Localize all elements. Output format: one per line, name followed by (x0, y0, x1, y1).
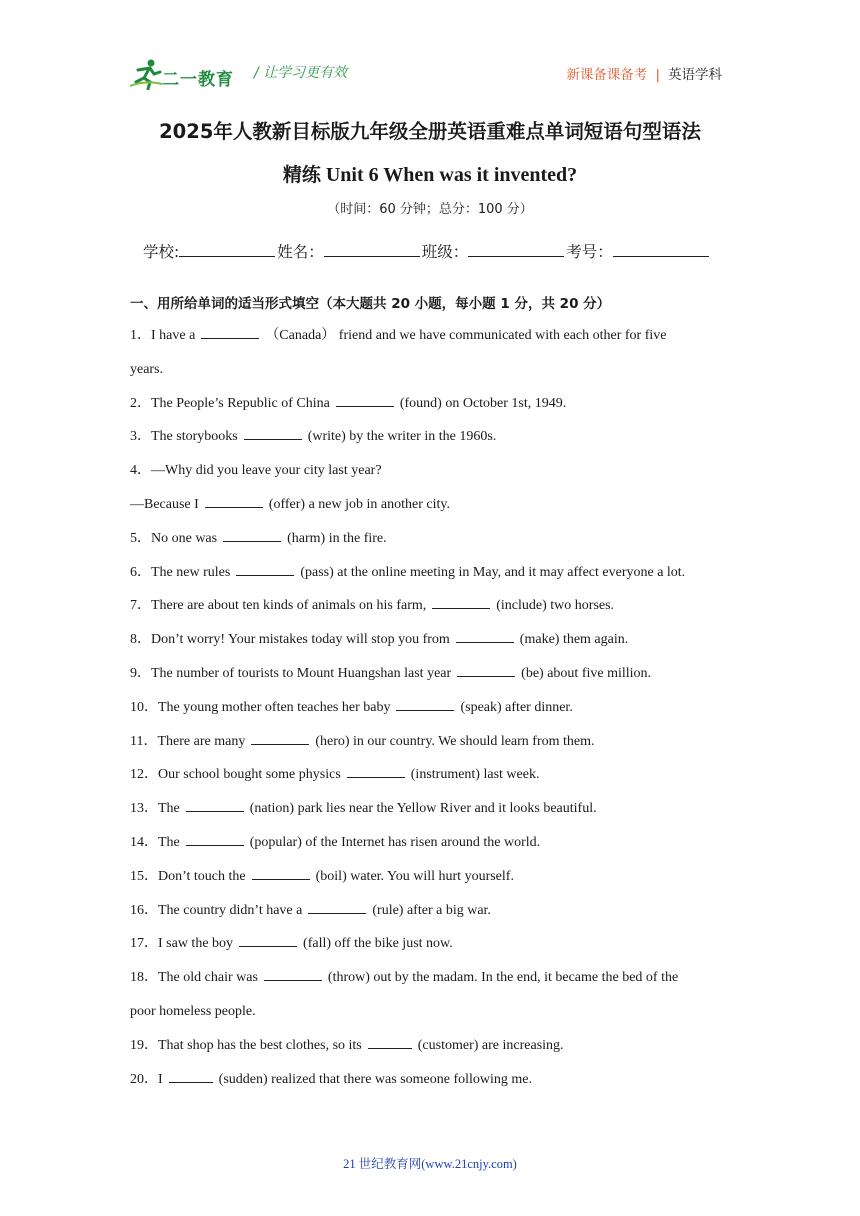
header-tag-subject: 英语学科 (668, 67, 722, 83)
question-text: （Canada） friend and we have communicated with each other for five (265, 328, 667, 343)
answer-blank[interactable] (205, 495, 263, 508)
question-text: 7．There are about ten kinds of animals on his farm, (130, 598, 427, 614)
name-blank[interactable] (324, 242, 420, 257)
answer-blank[interactable] (251, 732, 309, 745)
question-text: poor homeless people. (130, 1004, 256, 1019)
question-text: 14．The (130, 835, 180, 850)
class-label: 班级： (421, 243, 469, 261)
logo-text: 二一教育 (162, 70, 234, 90)
doc-title-line2-cn: 精练 (282, 164, 321, 186)
question-line (130, 387, 740, 421)
answer-blank[interactable] (368, 1036, 412, 1049)
question-line (130, 454, 740, 488)
question-line (130, 623, 740, 657)
question-text: (make) them again. (519, 632, 629, 648)
school-label: 学校: (143, 243, 180, 261)
question-text: (throw) out by the madam. In the end, it became the bed of the (327, 970, 679, 986)
question-text: (include) two horses. (496, 598, 615, 614)
page-header (130, 56, 730, 92)
answer-blank[interactable] (186, 833, 244, 846)
question-text: 6．The new rules (130, 564, 231, 580)
question-text: (found) on October 1st, 1949. (399, 395, 567, 411)
answer-blank[interactable] (223, 529, 281, 542)
question-line (130, 420, 740, 454)
number-blank[interactable] (613, 242, 709, 257)
question-text: (speak) after dinner. (460, 699, 573, 715)
question-text: 4．—Why did you leave your city last year? (130, 463, 382, 479)
question-text: 16．The country didn’t have a (130, 902, 303, 918)
question-text: 5．No one was (130, 530, 218, 546)
answer-blank[interactable] (308, 901, 366, 914)
question-text: 18．The old chair was (130, 970, 258, 986)
question-line (130, 691, 740, 725)
question-text: 17．I saw the boy (130, 936, 234, 952)
question-text: 3．The storybooks (130, 429, 238, 445)
question-line (130, 556, 740, 590)
question-text: (boil) water. You will hurt yourself. (315, 868, 514, 884)
doc-title-line2-en: Unit 6 When was it invented? (320, 164, 578, 186)
question-line (130, 961, 740, 995)
question-line (130, 894, 740, 928)
question-line (130, 657, 740, 691)
question-line (130, 353, 740, 387)
question-text: (pass) at the online meeting in May, and it may affect everyone a lot. (300, 564, 686, 580)
question-line (130, 758, 740, 792)
answer-blank[interactable] (239, 934, 297, 947)
question-line (130, 319, 740, 353)
footer-source: 21 世纪教育网(www.21cnjy.com) (343, 1157, 517, 1171)
question-text: (hero) in our country. We should learn from them. (315, 733, 595, 749)
answer-blank[interactable] (236, 563, 294, 576)
answer-blank[interactable] (396, 698, 454, 711)
question-text: 15．Don’t touch the (130, 868, 246, 884)
question-text: 1．I have a (130, 328, 196, 343)
answer-blank[interactable] (201, 326, 259, 339)
question-line (130, 860, 740, 894)
question-text: 10．The young mother often teaches her baby (130, 699, 391, 715)
answer-blank[interactable] (336, 394, 394, 407)
question-text: 19．That shop has the best clothes, so its (130, 1037, 362, 1053)
question-text: (rule) after a big war. (372, 902, 491, 918)
answer-blank[interactable] (252, 867, 310, 880)
answer-blank[interactable] (244, 427, 302, 440)
question-text: 12．Our school bought some physics (130, 767, 341, 783)
question-text: (nation) park lies near the Yellow River and it looks beautiful. (249, 801, 597, 817)
exam-meta: （时间：60 分钟；总分：100 分） (327, 202, 533, 217)
answer-blank[interactable] (347, 765, 405, 778)
answer-blank[interactable] (264, 968, 322, 981)
question-line (130, 826, 740, 860)
question-text: (sudden) realized that there was someone following me. (218, 1071, 533, 1087)
question-line (130, 488, 740, 522)
answer-blank[interactable] (432, 596, 490, 609)
answer-blank[interactable] (169, 1070, 213, 1083)
slogan: / 让学习更有效 (254, 65, 348, 81)
question-text: (customer) are increasing. (417, 1037, 564, 1053)
question-text: 9．The number of tourists to Mount Huangshan last year (130, 666, 452, 681)
answer-blank[interactable] (186, 799, 244, 812)
question-text: 8．Don’t worry! Your mistakes today will stop you from (130, 632, 450, 648)
header-tag-prep: 新课备课备考 (566, 67, 648, 83)
section-title: 一、用所给单词的适当形式填空（本大题共 20 小题，每小题 1 分，共 20 分） (130, 296, 611, 312)
question-text: (harm) in the fire. (287, 530, 387, 546)
student-info-fields (143, 240, 711, 262)
question-line (130, 792, 740, 826)
question-text: 11．There are many (130, 733, 246, 749)
question-text: years. (130, 361, 164, 377)
answer-blank[interactable] (456, 630, 514, 643)
question-text: (be) about five million. (521, 666, 652, 681)
school-blank[interactable] (179, 242, 275, 257)
question-text: 13．The (130, 801, 180, 817)
question-line (130, 725, 740, 759)
class-blank[interactable] (468, 242, 564, 257)
logo (130, 58, 250, 90)
question-text: (write) by the writer in the 1960s. (307, 429, 497, 445)
question-line (130, 589, 740, 623)
question-line (130, 522, 740, 556)
question-line (130, 1029, 740, 1063)
question-line (130, 995, 740, 1029)
question-text: (offer) a new job in another city. (268, 497, 450, 512)
header-separator: | (655, 67, 660, 83)
question-text: (popular) of the Internet has risen around the world. (249, 835, 541, 850)
number-label: 考号： (566, 243, 613, 261)
question-text: 2．The People’s Republic of China (130, 395, 330, 411)
question-text: —Because I (130, 497, 199, 512)
question-text: (instrument) last week. (410, 767, 540, 783)
question-line (130, 927, 740, 961)
name-label: 姓名： (277, 243, 324, 261)
answer-blank[interactable] (457, 664, 515, 677)
runner-logo-icon (130, 58, 164, 90)
doc-title-line1: 2025年人教新目标版九年级全册英语重难点单词短语句型语法 (159, 120, 701, 143)
question-line (130, 1063, 740, 1097)
question-text: 20．I (130, 1071, 163, 1087)
question-text: (fall) off the bike just now. (303, 936, 453, 952)
doc-title-line2 (0, 160, 860, 187)
header-right (566, 63, 722, 83)
